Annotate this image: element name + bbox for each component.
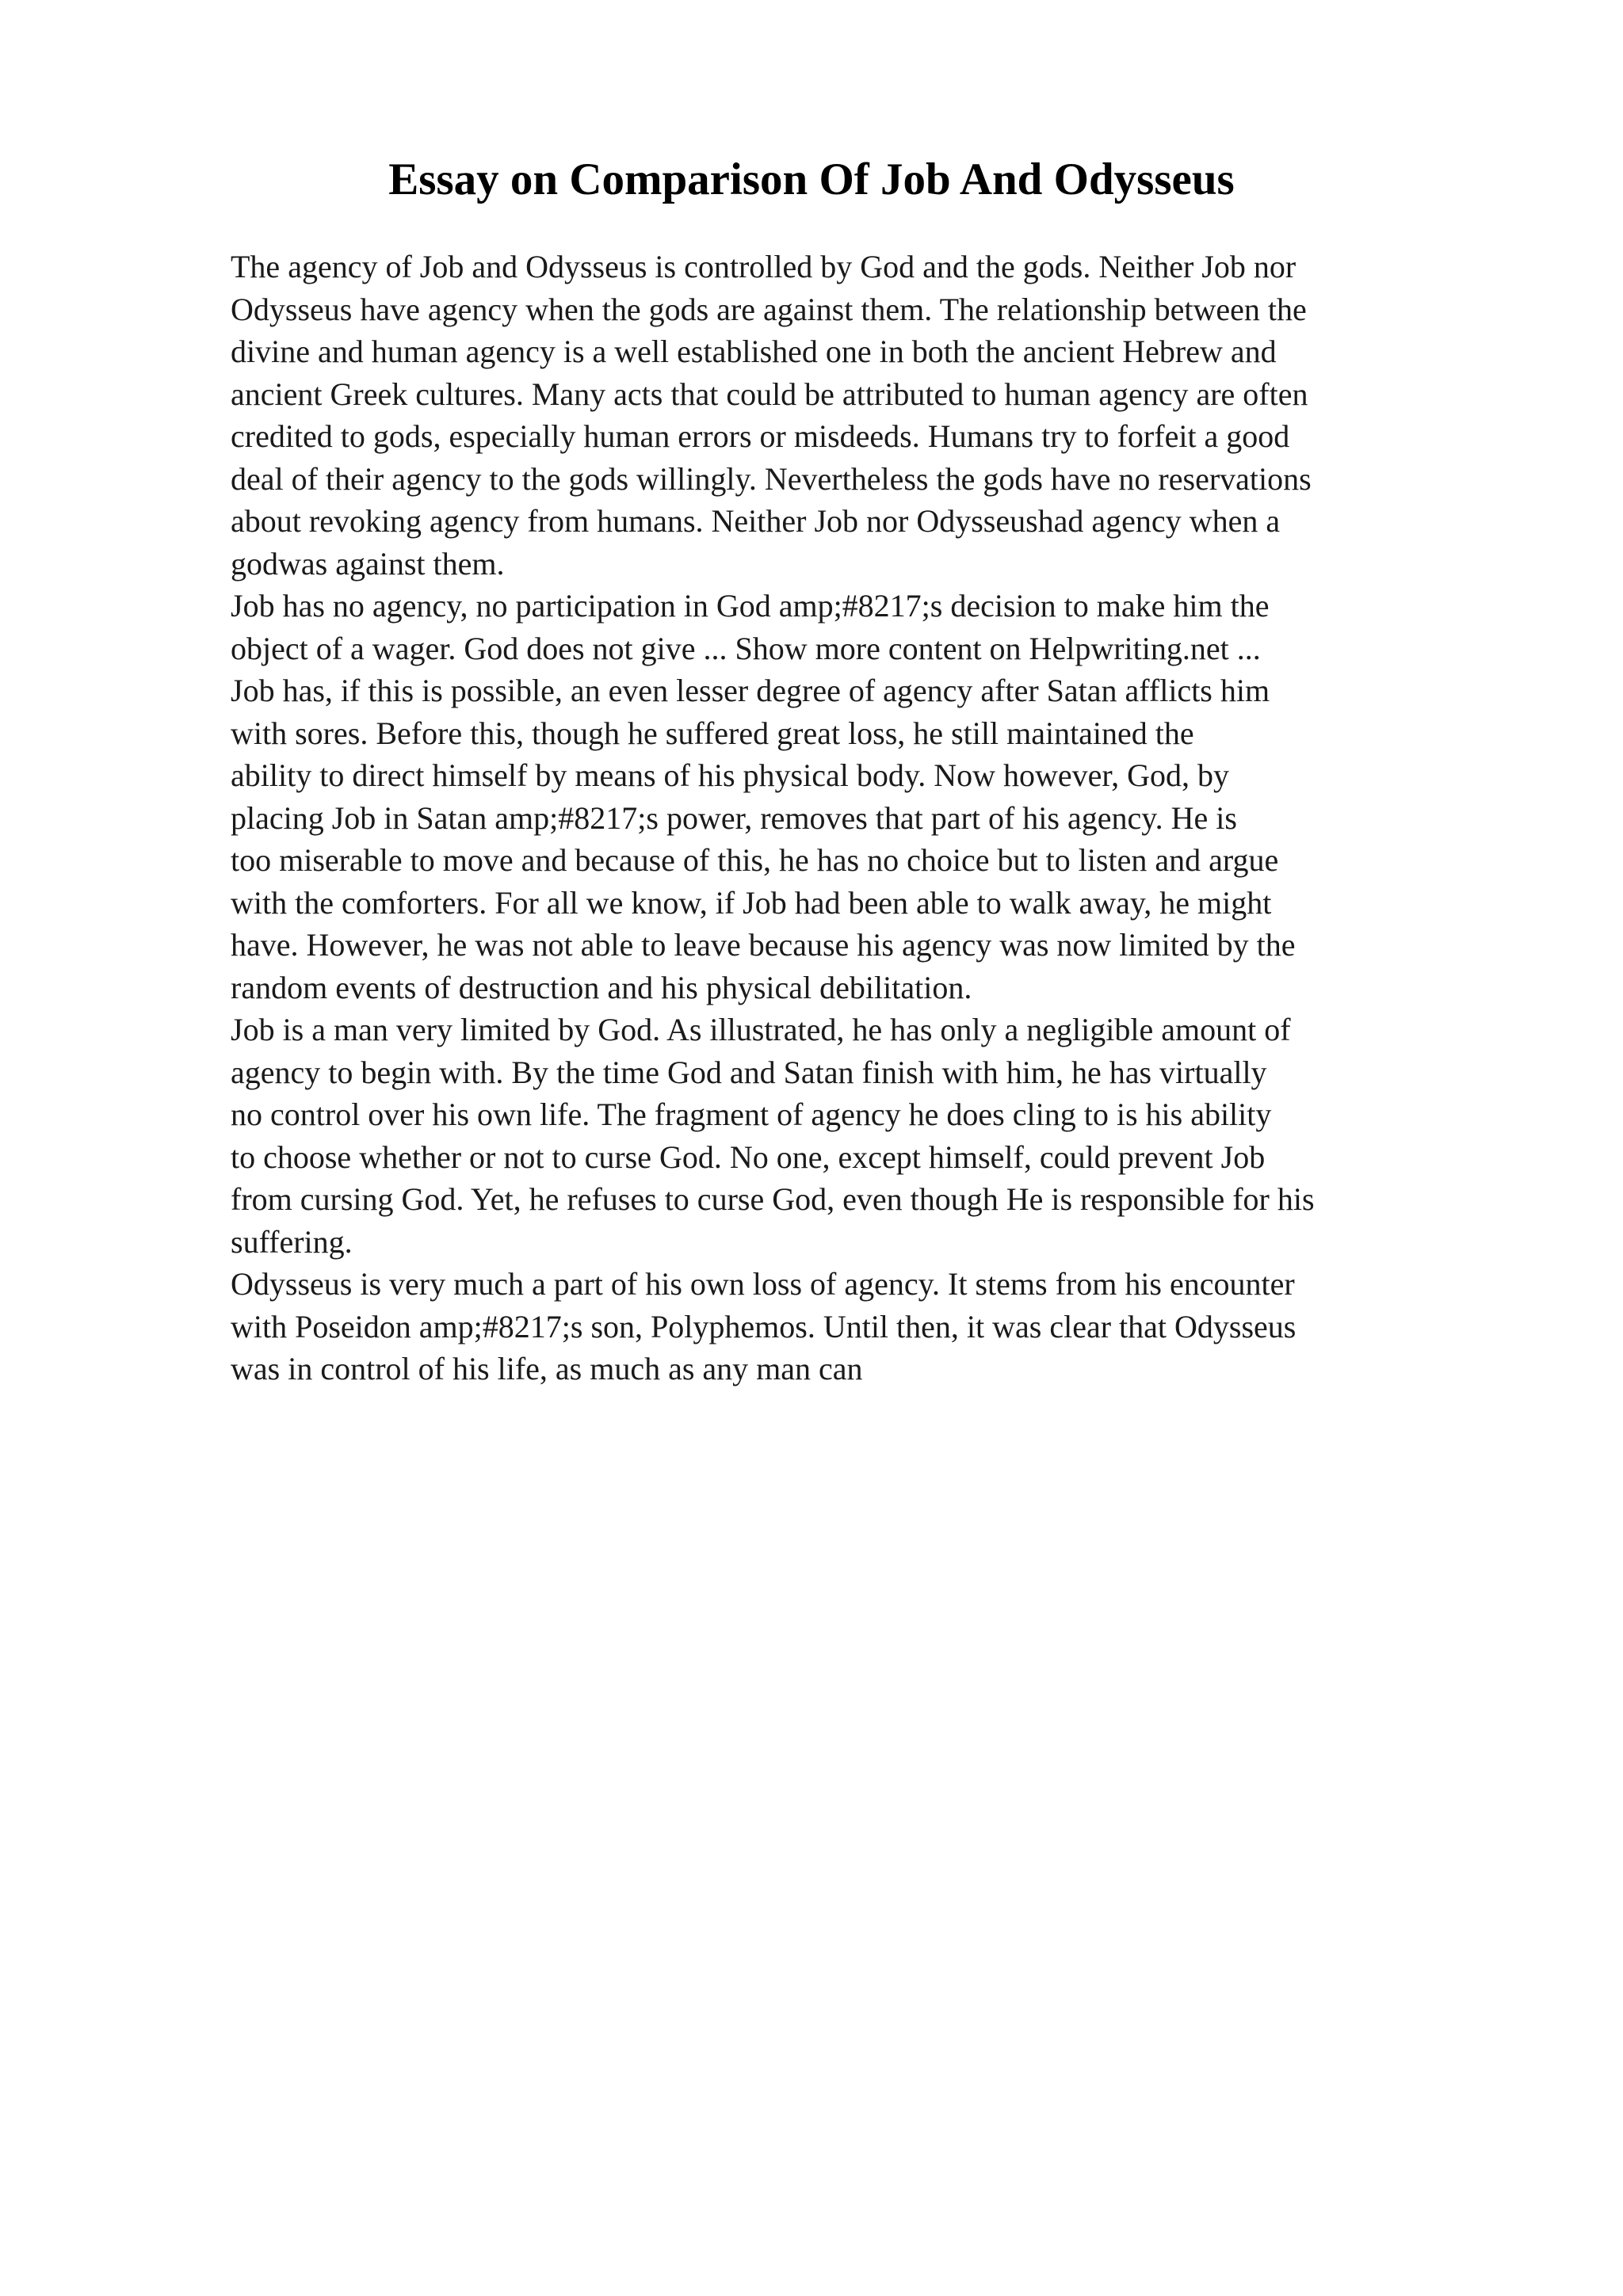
- text-line: object of a wager. God does not give ... Show more content on Helpwriting.net ...: [231, 630, 1261, 666]
- text-line: from cursing God. Yet, he refuses to curse God, even though He is responsible for his: [231, 1181, 1315, 1217]
- text-line: Odysseus is very much a part of his own loss of agency. It stems from his encounter: [231, 1266, 1295, 1302]
- text-line: Job has, if this is possible, an even lesser degree of agency after Satan afflicts him: [231, 673, 1270, 708]
- text-line: deal of their agency to the gods willingly. Nevertheless the gods have no reservations: [231, 460, 1312, 497]
- text-line: divine and human agency is a well established one in both the ancient Hebrew and: [231, 334, 1277, 369]
- text-line: random events of destruction and his physical debilitation.: [231, 969, 972, 1005]
- text-line: with sores. Before this, though he suffered great loss, he still maintained the: [231, 715, 1194, 751]
- text-line: too miserable to move and because of this, he has no choice but to listen and argue: [231, 842, 1279, 878]
- text-line: ancient Greek cultures. Many acts that could be attributed to human agency are often: [231, 376, 1308, 412]
- text-line: no control over his own life. The fragment of agency he does cling to is his ability: [231, 1097, 1272, 1132]
- text-line: Job has no agency, no participation in God amp;#8217;s decision to make him the: [231, 588, 1270, 624]
- text-line: credited to gods, especially human errors or misdeeds. Humans try to forfeit a good: [231, 418, 1290, 454]
- text-line: about revoking agency from humans. Neither Job nor Odysseushad agency when a: [231, 503, 1281, 539]
- text-line: agency to begin with. By the time God and Satan finish with him, he has virtually: [231, 1054, 1267, 1090]
- text-line: with the comforters. For all we know, if Job had been able to walk away, he might: [231, 884, 1272, 921]
- text-line: suffering.: [231, 1223, 353, 1260]
- document-body: [231, 246, 1514, 1390]
- text-line: Job is a man very limited by God. As illustrated, he has only a negligible amount of: [231, 1012, 1291, 1047]
- text-line: have. However, he was not able to leave because his agency was now limited by the: [231, 927, 1296, 963]
- text-line: The agency of Job and Odysseus is controlled by God and the gods. Neither Job nor: [231, 249, 1296, 284]
- text-line: to choose whether or not to curse God. No one, except himself, could prevent Job: [231, 1138, 1266, 1175]
- text-line: with Poseidon amp;#8217;s son, Polyphemos. Until then, it was clear that Odysseus: [231, 1308, 1296, 1344]
- text-line: was in control of his life, as much as any man can: [231, 1351, 863, 1386]
- text-line: godwas against them.: [231, 545, 505, 582]
- document-title: Essay on Comparison Of Job And Odysseus: [388, 154, 1235, 204]
- text-line: Odysseus have agency when the gods are against them. The relationship between the: [231, 291, 1307, 327]
- text-line: placing Job in Satan amp;#8217;s power, removes that part of his agency. He is: [231, 799, 1237, 836]
- text-line: ability to direct himself by means of his physical body. Now however, God, by: [231, 757, 1230, 793]
